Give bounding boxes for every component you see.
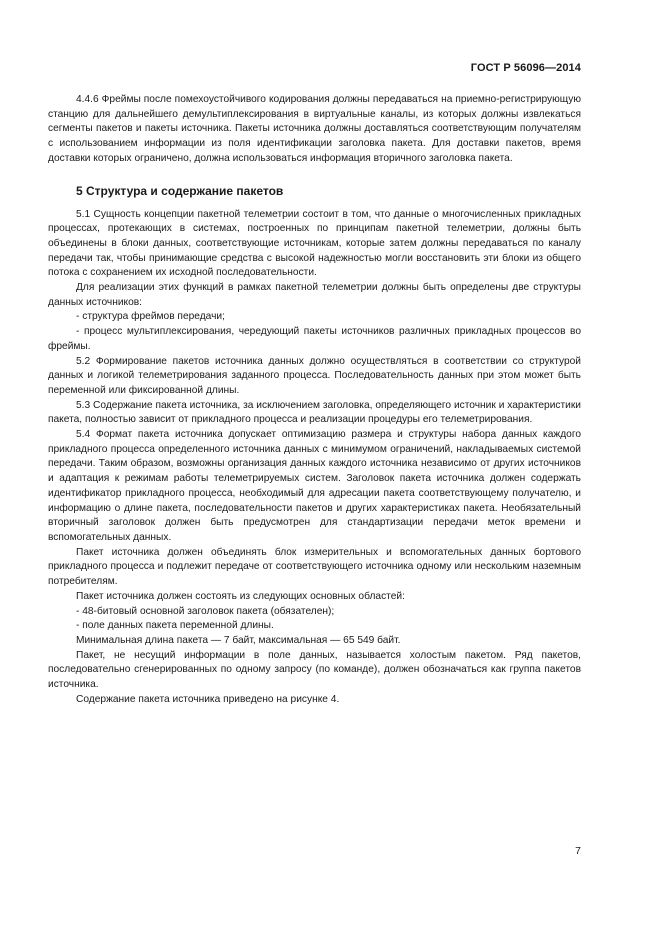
paragraph-5-3: 5.3 Содержание пакета источника, за исключением заголовка, определяющего источник и характеристики пакета, полностью зависит от прикладного процесса и реализации процедуры его телеметрирования. — [48, 399, 581, 426]
page-number: 7 — [575, 845, 581, 857]
paragraph-packet-source: Пакет источника должен объединять блок измерительных и вспомогательных данных бортового прикладного процесса и подлежит передаче от соответствующего источника одному или нескольким наземным потребителям. — [48, 546, 581, 588]
list-item: - процесс мультиплексирования, чередующий пакеты источников различных прикладных процессов во фреймы. — [48, 326, 581, 352]
list-item: - 48-битовый основной заголовок пакета (обязателен); — [76, 605, 335, 617]
paragraph-packet-length: Минимальная длина пакета — 7 байт, максимальная — 65 549 байт. — [76, 634, 401, 646]
paragraph-data-structures: Для реализации этих функций в рамках пакетной телеметрии должны быть определены две структуры данных источников: — [48, 282, 581, 308]
paragraph-5-1: 5.1 Сущность концепции пакетной телеметрии состоит в том, что данные о многочисленных прикладных процессах, протекающих в системах, построенных по принципам пакетной телеметрии, должны быть объединены в блоки данных, соответствующие источникам, которые затем должны передаваться по каналу передачи так, чтобы принимающие средства с высокой надежностью могли восстановить эти блоки из общего потока с сохранением их исходной последовательности. — [48, 208, 581, 279]
paragraph-4-4-6: 4.4.6 Фреймы после помехоустойчивого кодирования должны передаваться на приемно-регистрирующую станцию для дальнейшего демультиплексирования в виртуальные каналы, из которых должны извлекаться сегменты пакетов и пакеты источника. Пакеты источника должны доставляться соответствующим получателям с использованием информации из поля идентификации заголовка пакета. Для доставки пакетов, время доставки которых ограничено, должна использоваться информация вторичного заголовка пакета. — [48, 94, 581, 164]
document-body — [48, 93, 581, 707]
paragraph-packet-areas: Пакет источника должен состоять из следующих основных областей: — [76, 590, 405, 602]
paragraph-5-4: 5.4 Формат пакета источника допускает оптимизацию размера и структуры набора данных каждого прикладного процесса определенного источника данных с минимумом ограничений, накладываемых системой передачи. Таким образом, возможны организация данных каждого источника независимо от других источников и адаптация к режимам работы телеметрируемых систем. Заголовок пакета источника должен содержать идентификатор прикладного процесса, необходимый для адресации пакета соответствующему получателю, и информацию о длине пакета, последовательности пакетов и других характеристиках пакета. Необязательный вторичный заголовок должен быть предусмотрен для стандартизации передачи меток времени и вспомогательных данных. — [48, 429, 581, 543]
document-standard-id: ГОСТ Р 56096—2014 — [470, 62, 581, 74]
paragraph-5-2: 5.2 Формирование пакетов источника данных должно осуществляться в соответствии со структурой данных и логикой телеметрирования заданного процесса. Последовательность данных при этом может быть переменной или фиксированной длины. — [48, 355, 581, 396]
paragraph-figure-reference: Содержание пакета источника приведено на рисунке 4. — [76, 693, 340, 705]
paragraph-idle-packet: Пакет, не несущий информации в поле данных, называется холостым пакетом. Ряд пакетов, последовательно сгенерированных по одному запросу (по команде), должен обозначаться как группа пакетов источника. — [48, 649, 581, 691]
list-item: - поле данных пакета переменной длины. — [76, 620, 274, 632]
list-item: - структура фреймов передачи; — [76, 311, 225, 323]
section-heading: 5 Структура и содержание пакетов — [76, 183, 284, 198]
